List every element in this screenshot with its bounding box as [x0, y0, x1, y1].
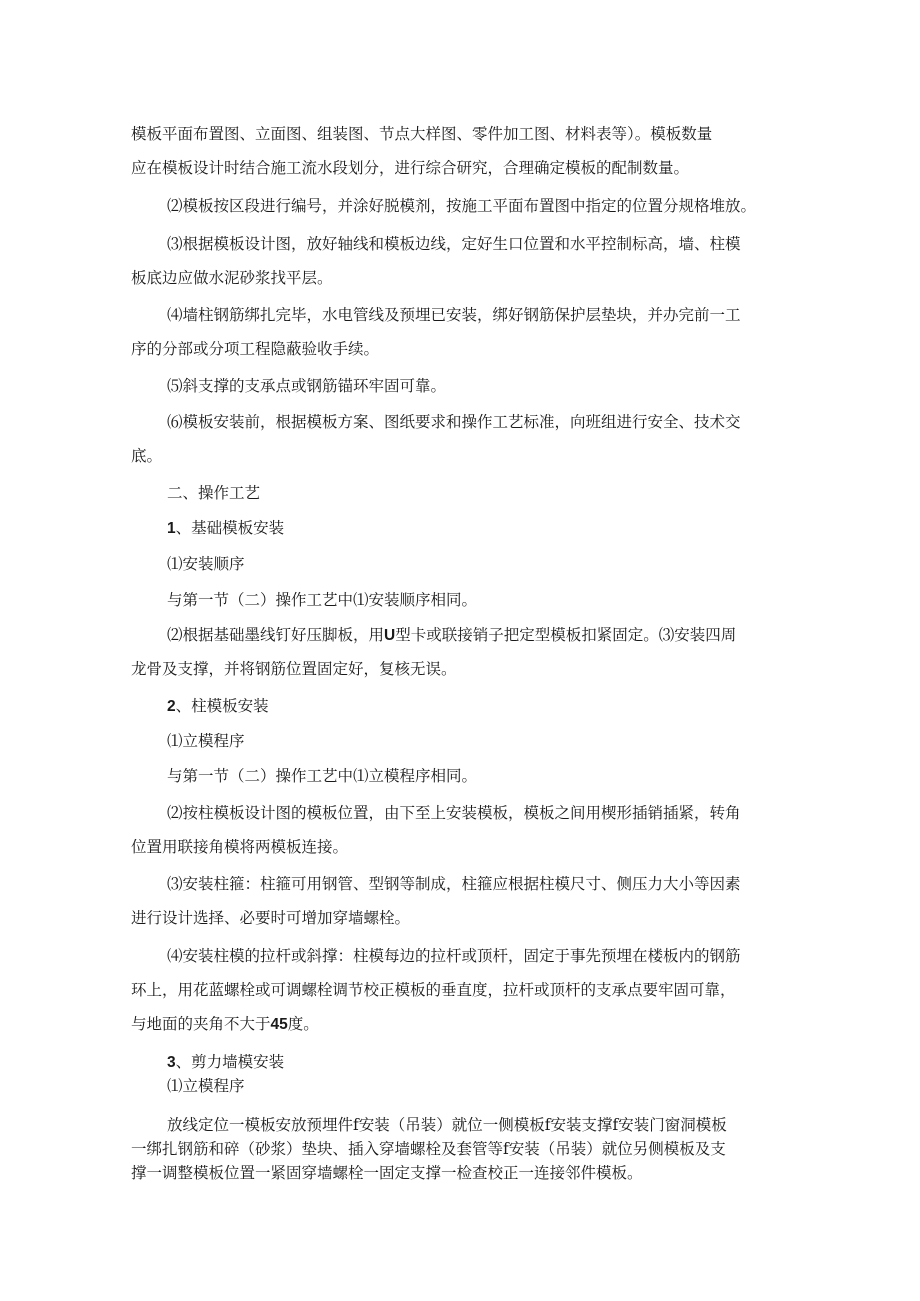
paragraph-line: 与第一节（二）操作工艺中⑴立模程序相同。	[167, 767, 478, 785]
heading-text: 、剪力墙模安装	[175, 1053, 285, 1071]
paragraph-line: 序的分部或分项工程隐蔽验收手续。	[131, 340, 380, 358]
section-number: 3	[167, 1054, 176, 1071]
paragraph-line: ⑵模板按区段进行编号，并涂好脱模剂，按施工平面布置图中指定的位置分规格堆放。	[167, 197, 757, 215]
section-number: 1	[167, 520, 176, 537]
paragraph-line: ⑶安装柱箍：柱箍可用钢管、型钢等制成，柱箍应根据柱模尺寸、侧压力大小等因素	[167, 875, 741, 893]
paragraph-line: 放线定位一模板安放预埋件f安装（吊装）就位一侧模板f安装支撑f安装门窗洞模板	[167, 1116, 727, 1134]
text-span: 与地面的夹角不大于	[131, 1015, 271, 1033]
paragraph-line: 板底边应做水泥砂浆找平层。	[131, 269, 333, 287]
heading-text: 、基础模板安装	[175, 519, 285, 537]
paragraph-line: ⑷安装柱模的拉杆或斜撑：柱模每边的拉杆或顶杆，固定于事先预埋在楼板内的钢筋	[167, 947, 741, 965]
paragraph-line: 底。	[131, 447, 163, 465]
paragraph-line: 位置用联接角模将两模板连接。	[131, 838, 349, 856]
paragraph-line: 环上，用花蓝螺栓或可调螺栓调节校正模板的垂直度，拉杆或顶杆的支承点要牢固可靠，	[131, 981, 736, 999]
paragraph-line: 应在模板设计时结合施工流水段划分，进行综合研究，合理确定模板的配制数量。	[131, 159, 690, 177]
angle-number: 45	[270, 1016, 288, 1033]
paragraph-line	[167, 618, 827, 653]
paragraph-line: ⑶根据模板设计图，放好轴线和模板边线，定好生口位置和水平控制标高，墙、柱模	[167, 235, 741, 253]
subsection-heading	[167, 689, 827, 724]
paragraph-line: ⑴立模程序	[167, 732, 245, 750]
text-span: 度。	[287, 1015, 319, 1033]
u-letter: U	[384, 627, 396, 644]
heading-text: 、柱模板安装	[175, 697, 269, 715]
paragraph-line	[131, 1007, 791, 1042]
paragraph-line: ⑹模板安装前，根据模板方案、图纸要求和操作工艺标准，向班组进行安全、技术交	[167, 413, 741, 431]
paragraph-line: 一绑扎钢筋和碎（砂浆）垫块、插入穿墙螺栓及套管等f安装（吊装）就位另侧模板及支	[131, 1140, 726, 1158]
section-heading: 二、操作工艺	[167, 484, 261, 502]
paragraph-line: 与第一节（二）操作工艺中⑴安装顺序相同。	[167, 591, 478, 609]
subsection-heading	[167, 511, 827, 546]
text-span: 型卡或联接销子把定型模板扣紧固定。⑶安装四周	[395, 626, 737, 644]
paragraph-line: ⑷墙柱钢筋绑扎完毕，水电管线及预埋已安装，绑好钢筋保护层垫块，并办完前一工	[167, 306, 741, 324]
paragraph-line: 龙骨及支撑，并将钢筋位置固定好，复核无误。	[131, 660, 457, 678]
section-number: 2	[167, 698, 176, 715]
paragraph-line: ⑴立模程序	[167, 1077, 245, 1095]
paragraph-line: 进行设计选择、必要时可增加穿墙螺栓。	[131, 909, 411, 927]
subsection-heading	[167, 1049, 827, 1076]
paragraph-line: ⑵按柱模板设计图的模板位置，由下至上安装模板，模板之间用楔形插销插紧，转角	[167, 804, 741, 822]
text-span: ⑵根据基础墨线钉好压脚板，用	[167, 626, 385, 644]
paragraph-line: 撑一调整模板位置一紧固穿墙螺栓一固定支撑一检查校正一连接邻件模板。	[131, 1164, 643, 1182]
paragraph-line: ⑴安装顺序	[167, 555, 245, 573]
paragraph-line: ⑸斜支撑的支承点或钢筋锚环牢固可靠。	[167, 377, 447, 395]
paragraph-line: 模板平面布置图、立面图、组装图、节点大样图、零件加工图、材料表等）。模板数量	[131, 125, 713, 143]
